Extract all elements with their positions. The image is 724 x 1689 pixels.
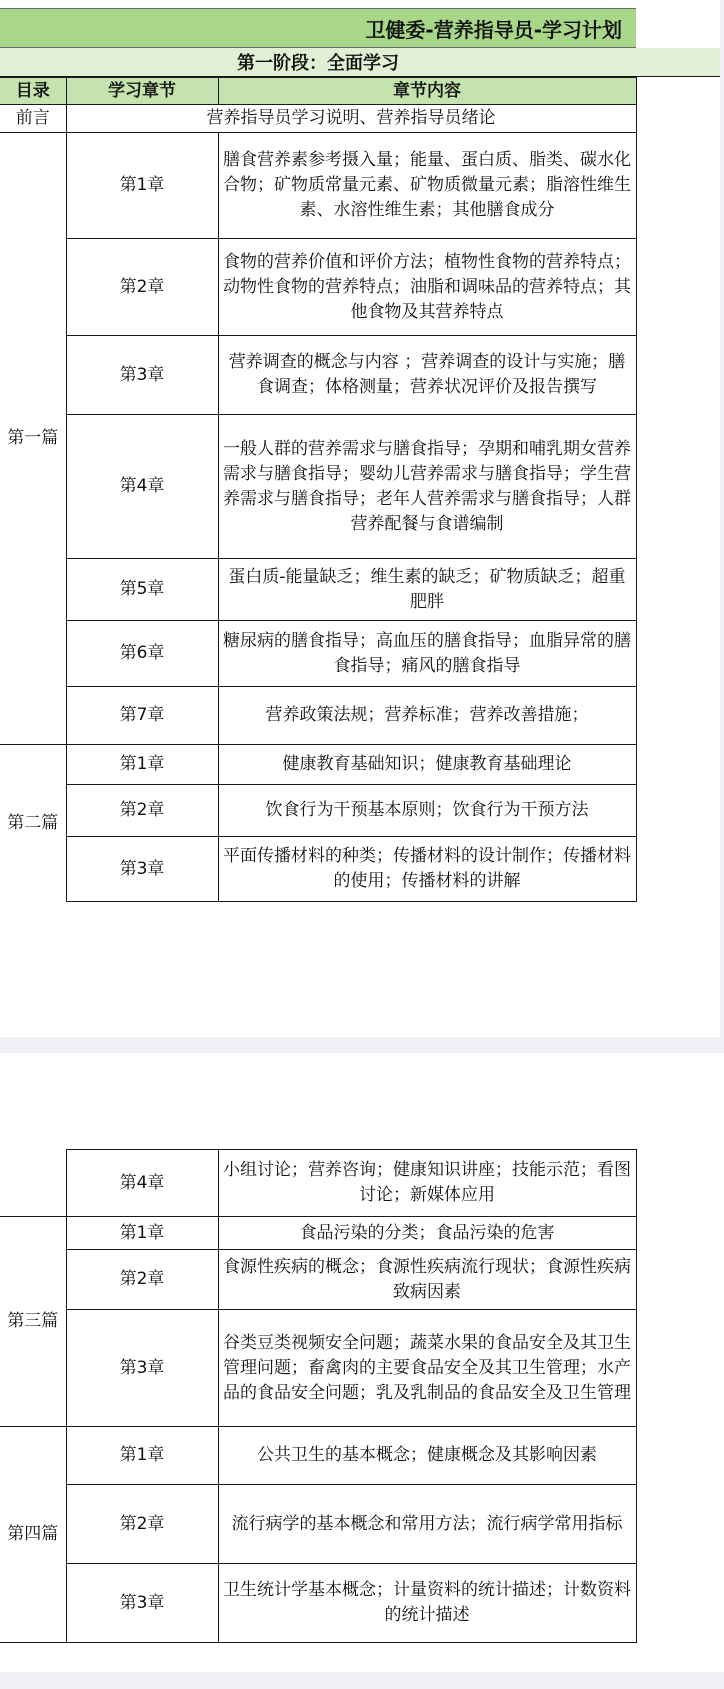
page-separator [0,1037,724,1053]
sheet-title: 卫健委-营养指导员-学习计划 [365,17,622,42]
chapter-cell: 第6章 [66,621,218,687]
preface-label: 前言 [0,105,66,133]
part-label: 第三篇 [0,1217,66,1427]
table-row [0,239,636,336]
chapter-cell: 第2章 [66,239,218,336]
table-row [0,837,636,902]
table-row [0,1250,636,1310]
chapter-cell: 第4章 [66,1150,218,1217]
table-row [0,336,636,415]
table-row [0,1485,636,1564]
table-row [0,1564,636,1643]
part-label: 第一篇 [0,133,66,745]
content-cell: 蛋白质-能量缺乏；维生素的缺乏；矿物质缺乏；超重肥胖 [218,559,636,621]
page-edge [720,0,724,1037]
chapter-cell: 第2章 [66,785,218,837]
table-row [0,559,636,621]
table-row [0,621,636,687]
chapter-cell: 第1章 [66,1427,218,1485]
content-cell: 糖尿病的膳食指导；高血压的膳食指导；血脂异常的膳食指导；痛风的膳食指导 [218,621,636,687]
table-row [0,1310,636,1427]
content-cell: 营养调查的概念与内容 ；营养调查的设计与实施；膳食调查；体格测量；营养状况评价及报告撰写 [218,336,636,415]
content-cell: 膳食营养素参考摄入量；能量、蛋白质、脂类、碳水化合物；矿物质常量元素、矿物质微量元素；脂溶性维生素、水溶性维生素；其他膳食成分 [218,133,636,239]
study-plan-table [0,104,637,902]
header-directory: 目录 [0,78,66,105]
table-row [0,1427,636,1485]
chapter-cell: 第1章 [66,1217,218,1250]
content-cell: 谷类豆类视频安全问题；蔬菜水果的食品安全及其卫生管理问题；畜禽肉的主要食品安全及其卫生管理；水产品的食品安全问题；乳及乳制品的食品安全及卫生管理 [218,1310,636,1427]
chapter-cell: 第3章 [66,336,218,415]
header-chapter: 学习章节 [66,78,218,105]
table-row [0,1150,636,1217]
content-cell: 食品污染的分类；食品污染的危害 [218,1217,636,1250]
chapter-cell: 第3章 [66,1310,218,1427]
stage-row [0,48,724,77]
table-row [0,133,636,239]
content-cell: 小组讨论；营养咨询；健康知识讲座；技能示范；看图讨论；新媒体应用 [218,1150,636,1217]
header-row [0,78,636,105]
content-cell: 平面传播材料的种类；传播材料的设计制作；传播材料的使用；传播材料的讲解 [218,837,636,902]
preface-content: 营养指导员学习说明、营养指导员绪论 [66,105,636,133]
chapter-cell: 第1章 [66,745,218,785]
part-continuation-cell [0,1150,66,1217]
preface-row [0,105,636,133]
table-row [0,1217,636,1250]
study-plan-table-continued [0,1149,637,1643]
page-separator [0,1672,724,1689]
chapter-cell: 第1章 [66,133,218,239]
content-cell: 流行病学的基本概念和常用方法；流行病学常用指标 [218,1485,636,1564]
chapter-cell: 第5章 [66,559,218,621]
content-cell: 食物的营养价值和评价方法；植物性食物的营养特点；动物性食物的营养特点；油脂和调味品的营养特点；其他食物及其营养特点 [218,239,636,336]
chapter-cell: 第7章 [66,687,218,745]
header-content: 章节内容 [218,78,636,105]
page-two [0,1053,724,1672]
content-cell: 一般人群的营养需求与膳食指导；孕期和哺乳期女营养需求与膳食指导；婴幼儿营养需求与膳食指导；学生营养需求与膳食指导；老年人营养需求与膳食指导；人群营养配餐与食谱编制 [218,415,636,559]
table-row [0,687,636,745]
table-row [0,415,636,559]
chapter-cell: 第2章 [66,1250,218,1310]
content-cell: 饮食行为干预基本原则；饮食行为干预方法 [218,785,636,837]
stage-label: 第一阶段：全面学习 [237,53,399,74]
content-cell: 营养政策法规；营养标准；营养改善措施； [218,687,636,745]
content-cell: 健康教育基础知识；健康教育基础理论 [218,745,636,785]
table-row [0,745,636,785]
header-table [0,77,637,105]
content-cell: 食源性疾病的概念；食源性疾病流行现状；食源性疾病致病因素 [218,1250,636,1310]
chapter-cell: 第3章 [66,837,218,902]
chapter-cell: 第4章 [66,415,218,559]
sheet-title-row [0,8,636,48]
part-label: 第四篇 [0,1427,66,1643]
content-cell: 公共卫生的基本概念；健康概念及其影响因素 [218,1427,636,1485]
part-label: 第二篇 [0,745,66,902]
chapter-cell: 第2章 [66,1485,218,1564]
chapter-cell: 第3章 [66,1564,218,1643]
table-row [0,785,636,837]
content-cell: 卫生统计学基本概念；计量资料的统计描述；计数资料的统计描述 [218,1564,636,1643]
